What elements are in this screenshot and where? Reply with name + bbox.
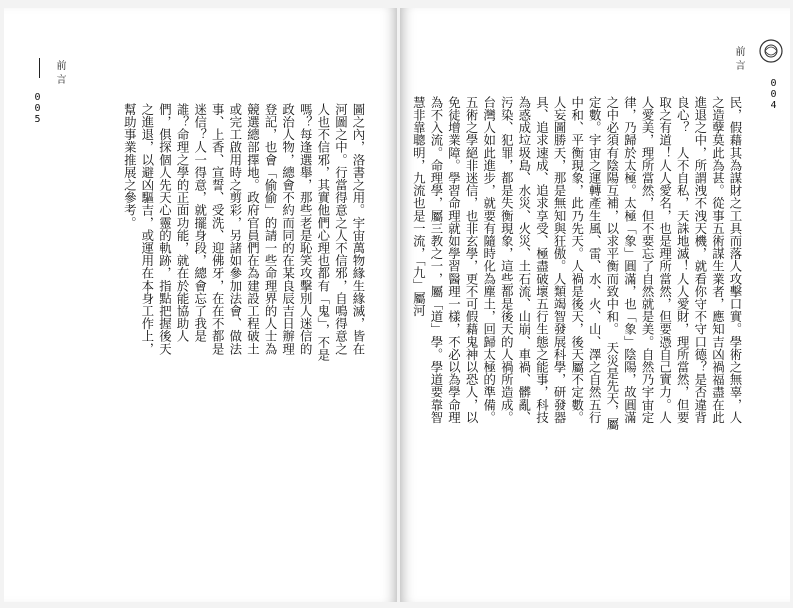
header-rule — [39, 58, 40, 78]
decorative-seal-icon — [758, 38, 784, 64]
page-header: 前言 — [733, 46, 744, 74]
page-number: 004 — [768, 78, 779, 111]
right-page — [400, 8, 790, 602]
body-text: 民，假藉其為謀財之工具而落人攻擊口實。學術之無辜，人之造孽莫此為甚。從事五術謀生業者，應知吉凶禍福盡在此進退之中，所謂洩不洩天機，就看你守不守口德？是否違背良心？ 人不自私，天誅地滅！人人愛財，理所當然，但要取之有道！人人愛名，也是理所當然，但要憑自己實力。人人愛美，理所當然，但不要忘了自然就是美。自然乃宇宙定律，乃歸於太極。太極「象」圓滿，也「象」陰陽，故圓滿之中必須有陰陽互補，以求平衡而致中和。 天災是先天，屬定數。宇宙之運轉產生風、雷、水、火、山、澤之自然五行中和、平衡現象，此乃先天。人禍是後天，後天屬不定數。人妄圖勝天，那是無知與狂傲。人類竭智發展科學，研發器具、追求速成、追求享受、極盡破壞五行生態之能事，科技為惑成垃圾島、水災、火災、土石流、山崩、車禍、髒亂、污染、犯罪，都是失衡現象，這些都是後天的人禍所造成。台灣人如此進步，就要有隨時化為塵土，回歸太極的準備。 五術之學絕非迷信，也非玄學，更不可假藉鬼神以恐人，以免徒增業障。學習命理就如學習醫理一樣，不必以為學命理為不入流。命理學，屬三教之一，屬「道」學。學道要靠智慧非靠聰明，九流也是一流，「九」屬河 — [411, 96, 743, 431]
page-header: 前言 — [54, 60, 65, 88]
body-text: 圖之內，洛書之用。宇宙萬物緣生緣滅，皆在河圖之中。行當得意之人不信邪，自鳴得意之人也不信邪，其實他們心理也都有「鬼」，不是嗎？每逢選舉，那些老是恥笑攻擊別人迷信的政治人物，總會不約而同的在某良辰吉日辦理登記，也會「偷偷」的請一些命理界的人士為競選總部擇地。政府官員們在為建設工程破土或完工啟用時之剪彩，另諸如參加法會、做法事、上香、宣誓、受洗、迎佛牙，在在不都是迷信？人一得意，就擺身段，總會忘了我是誰？命理之學的正面功能，就在於能協助人們，俱探個人先天心靈的軌跡，指點把握後天之進退，以避凶驅吉，或運用在本身工作上，幫助事業推展之參考。 — [122, 103, 366, 362]
left-page — [4, 8, 397, 602]
page-number: 005 — [32, 92, 43, 125]
